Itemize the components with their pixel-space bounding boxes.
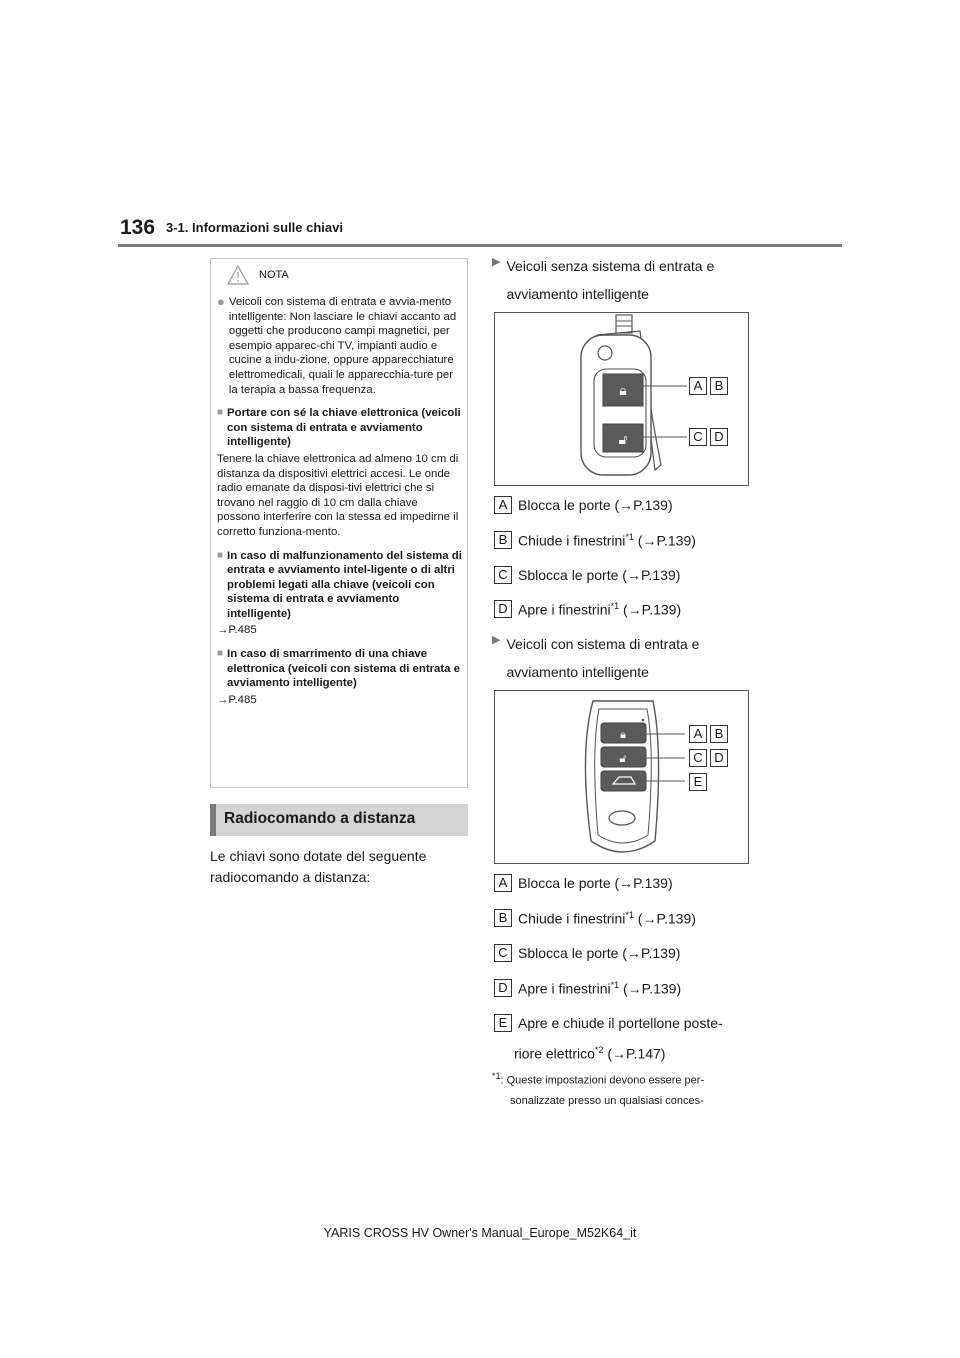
page-footer: YARIS CROSS HV Owner's Manual_Europe_M52K64_it bbox=[323, 1226, 637, 1240]
legend-item bbox=[494, 874, 673, 892]
callout-label: E bbox=[689, 773, 707, 791]
legend-item bbox=[494, 566, 680, 584]
legend-item bbox=[494, 600, 681, 618]
note-item-heading: Portare con sé la chiave elettronica (veicoli con sistema di entrata e avviamento intelligente) bbox=[227, 407, 461, 449]
section-heading bbox=[210, 804, 468, 836]
note-item bbox=[217, 406, 463, 450]
group-title-text: Veicoli senza sistema di entrata e avviamento intelligente bbox=[506, 258, 715, 302]
callout-label: A bbox=[689, 377, 707, 395]
callout-label: C bbox=[689, 749, 707, 767]
footnote-mark: *1 bbox=[492, 1071, 501, 1081]
note-item bbox=[217, 647, 463, 691]
key-figure-2 bbox=[494, 690, 749, 864]
footnote-mark: *2 bbox=[594, 1045, 604, 1055]
page-ref: (→P.147) bbox=[603, 1045, 666, 1062]
legend-letter: B bbox=[494, 909, 512, 927]
legend-text: Apre i finestrini bbox=[518, 601, 611, 618]
legend-letter: A bbox=[494, 874, 512, 892]
page-number: 136 bbox=[120, 216, 156, 239]
note-item-text: Veicoli con sistema di entrata e avvia-mento intelligente: Non lasciare le chiavi accanto ad oggetti che producono campi magnetici, per esempio apparec-chi TV, impianti audio e cucine a indu-zione, oppure apparecchiature elettromedicali, quali le apparecchia-ture per la terapia a bassa frequenza. bbox=[228, 296, 457, 396]
page-ref: →P.139) bbox=[619, 497, 673, 513]
page-ref: (→P.139) bbox=[619, 601, 682, 618]
callout-label: B bbox=[710, 377, 728, 395]
note-header bbox=[227, 265, 289, 285]
smart-key-illustration bbox=[495, 691, 748, 863]
legend-letter: D bbox=[494, 600, 512, 618]
note-title: NOTA bbox=[259, 269, 289, 281]
note-box bbox=[210, 258, 468, 788]
bullet-circle-icon: ● bbox=[217, 294, 225, 309]
section-title: 3-1. Informazioni sulle chiavi bbox=[166, 220, 343, 235]
key-figure-1 bbox=[494, 312, 749, 486]
legend-text: Apre e chiude il portellone poste- bbox=[518, 1015, 723, 1031]
legend-text: Chiude i finestrini bbox=[518, 532, 626, 549]
section-heading-text: Radiocomando a distanza bbox=[224, 810, 416, 827]
arrow-right-icon: ▶ bbox=[492, 634, 501, 646]
group-title bbox=[492, 252, 752, 308]
legend-item bbox=[494, 909, 696, 927]
callout-label: C bbox=[689, 428, 707, 446]
legend-letter: E bbox=[494, 1014, 512, 1032]
legend-text: Blocca le porte ( bbox=[518, 875, 620, 891]
note-item bbox=[217, 295, 463, 397]
footnote bbox=[492, 1066, 762, 1111]
arrow-right-icon: ▶ bbox=[492, 256, 501, 268]
legend-item bbox=[494, 496, 673, 514]
page-ref: →P.139) bbox=[626, 945, 681, 961]
legend-text: Chiude i finestrini bbox=[518, 910, 626, 927]
footnote-text: : Queste impostazioni devono essere per- bbox=[500, 1074, 705, 1087]
callout-label: A bbox=[689, 725, 707, 743]
legend-letter: C bbox=[494, 944, 512, 962]
legend-text: Blocca le porte ( bbox=[518, 497, 620, 513]
footnote-mark: *1 bbox=[625, 531, 634, 542]
bullet-square-icon: ■ bbox=[217, 549, 224, 561]
legend-item bbox=[494, 979, 681, 997]
legend-item-continued bbox=[514, 1045, 665, 1062]
note-item-ref: →P.485 bbox=[217, 693, 257, 706]
note-item-ref: →P.485 bbox=[217, 624, 257, 637]
header-rule bbox=[118, 244, 842, 247]
svg-text:🔒︎: 🔒︎ bbox=[619, 383, 627, 399]
page-ref: (→P.139) bbox=[633, 532, 696, 549]
bullet-square-icon: ■ bbox=[217, 648, 224, 660]
callout-label: B bbox=[710, 725, 728, 743]
legend-letter: B bbox=[494, 531, 512, 549]
legend-text: Apre i finestrini bbox=[518, 980, 611, 997]
footnote-mark: *1 bbox=[625, 909, 634, 920]
footnote-mark: *1 bbox=[610, 979, 620, 990]
note-body bbox=[217, 295, 463, 716]
svg-text:🔓︎: 🔓︎ bbox=[619, 752, 627, 765]
legend-letter: D bbox=[494, 979, 512, 997]
legend-item bbox=[494, 944, 680, 962]
group-title bbox=[492, 630, 752, 686]
note-item-text: Tenere la chiave elettronica ad almeno 10 cm di distanza da dispositivi elettrici accesi. Le onde radio emanate da disposi-tivi elettrici che si trovano nel raggio di 10 cm dalla chiave possono interferire con la stessa ed impedirne il corretto funziona-mento. bbox=[217, 452, 459, 538]
legend-text: riore elettrico bbox=[514, 1045, 595, 1062]
svg-text:🔓︎: 🔓︎ bbox=[618, 432, 628, 448]
legend-letter: A bbox=[494, 496, 512, 514]
note-item-heading: In caso di smarrimento di una chiave elettronica (veicoli con sistema di entrata e avviamento intelligente) bbox=[227, 648, 461, 690]
page-ref: (→P.139) bbox=[633, 910, 696, 927]
group-title-text: Veicoli con sistema di entrata e avviamento intelligente bbox=[506, 636, 700, 680]
page-ref: →P.139) bbox=[619, 875, 673, 891]
legend-letter: C bbox=[494, 566, 512, 584]
bullet-square-icon: ■ bbox=[217, 407, 224, 419]
intro-text: Le chiavi sono dotate del seguente radiocomando a distanza: bbox=[210, 848, 427, 885]
note-item-heading: In caso di malfunzionamento del sistema di entrata e avviamento intel-ligente o di altri problemi legati alla chiave (veicoli con sistema di entrata e avviamento intelligente) bbox=[227, 549, 462, 620]
footnote-text: sonalizzate presso un qualsiasi conces- bbox=[510, 1094, 704, 1107]
page-ref: →P.139) bbox=[626, 567, 681, 583]
legend-text: Sblocca le porte ( bbox=[518, 567, 627, 583]
note-item bbox=[217, 549, 463, 622]
legend-item bbox=[494, 1014, 723, 1032]
page-ref: (→P.139) bbox=[619, 980, 682, 997]
warning-triangle-icon bbox=[227, 265, 249, 285]
legend-item bbox=[494, 531, 696, 549]
remote-key-illustration bbox=[495, 313, 748, 485]
svg-text:🔒︎: 🔒︎ bbox=[620, 728, 626, 741]
legend-text: Sblocca le porte ( bbox=[518, 945, 627, 961]
callout-label: D bbox=[710, 428, 728, 446]
callout-label: D bbox=[710, 749, 728, 767]
footnote-mark: *1 bbox=[610, 600, 620, 611]
